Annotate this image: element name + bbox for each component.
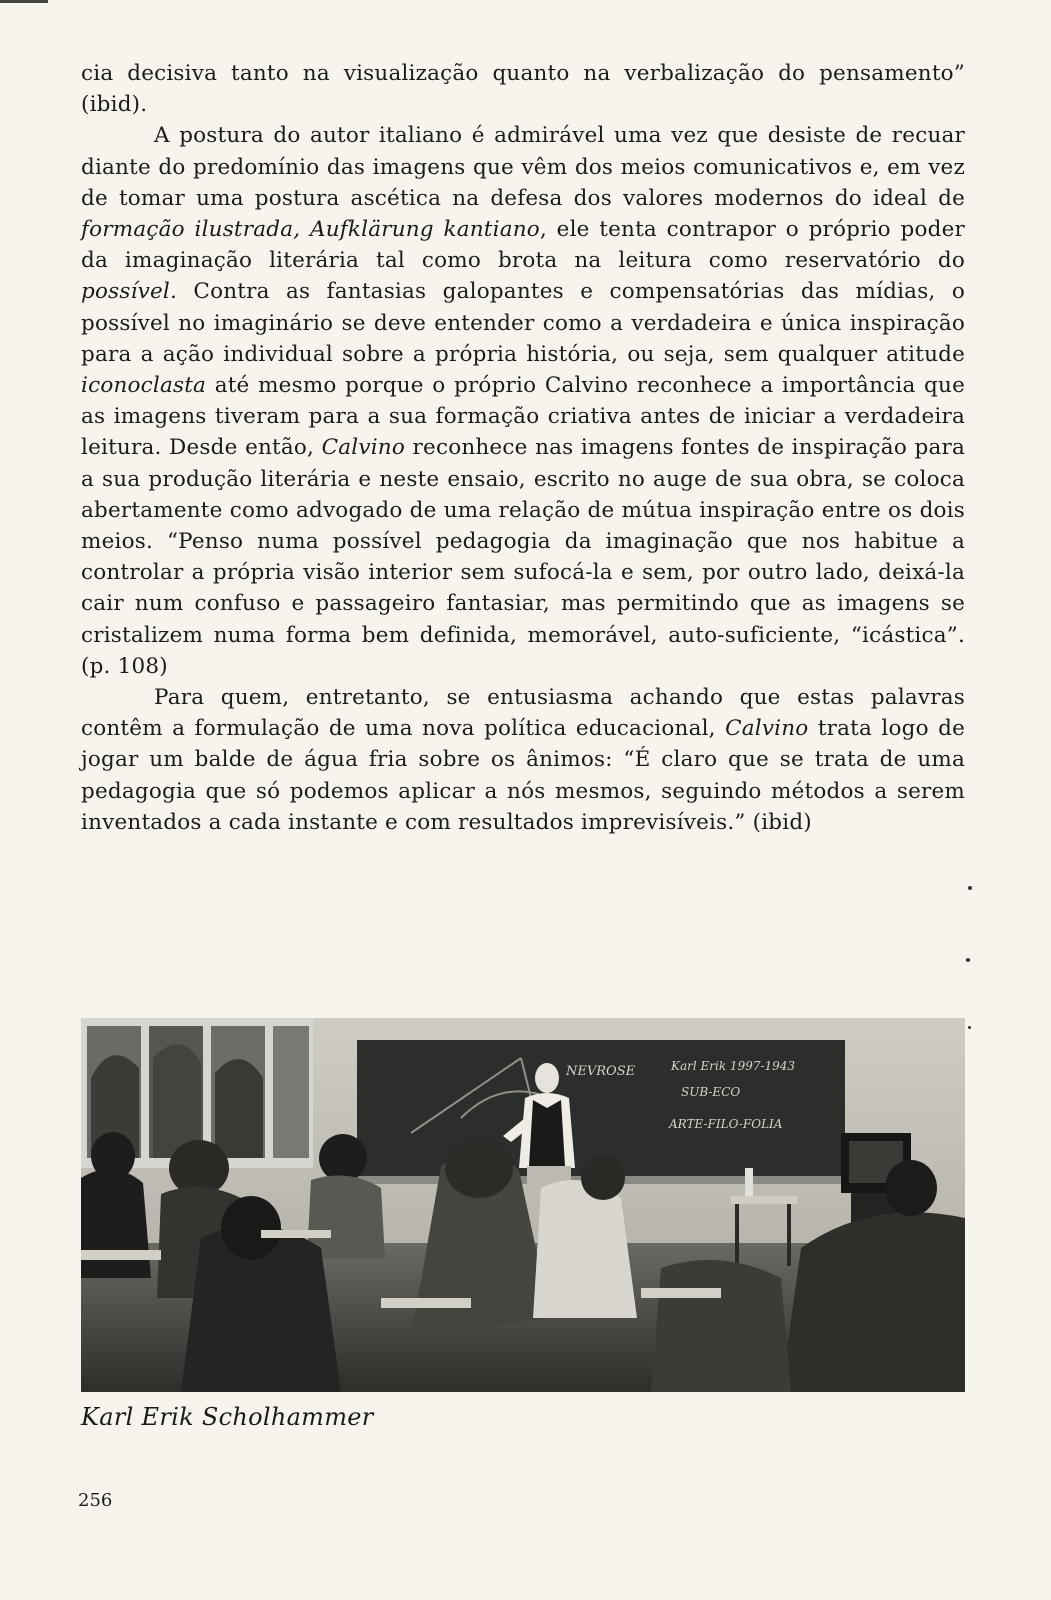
text-run: , ele tenta contrapor o próprio poder da imaginação literária tal como brota na leitura como reservatório do (81, 217, 965, 274)
paragraph-1 (81, 58, 965, 120)
body-text (81, 58, 965, 838)
text-run: Para quem, entretanto, se entusiasma achando que estas palavras contêm a formulação de uma nova política educacional, (81, 685, 965, 742)
classroom-photo (81, 1018, 965, 1392)
italic-run: possível. (81, 279, 178, 305)
text-run: A postura do autor italiano é admirável uma vez que desiste de recuar diante do predomínio das imagens que vêm dos meios comunicativos e, em vez de tomar uma postura ascética na defesa dos valores modernos do ideal de (81, 123, 965, 211)
margin-speck (966, 958, 970, 962)
italic-run: iconoclasta (81, 373, 207, 399)
photo-illustration (81, 1018, 965, 1392)
text-run: reconhece nas imagens fontes de inspiração para a sua produção literária e neste ensaio, escrito no auge de sua obra, se coloca abertamente como advogado de uma relação de mútua inspiração entre os dois meios. “Penso numa possível pedagogia da imaginação que nos habitue a controlar a própria visão interior sem sufocá-la e sem, por outro lado, deixá-la cair num confuso e passageiro fantasiar, mas permitindo que as imagens se cristalizem numa forma bem definida, memorável, auto-suficiente, “icástica”. (p. 108) (81, 435, 965, 679)
margin-speck (968, 886, 972, 890)
margin-speck (968, 1026, 971, 1029)
paragraph-2 (81, 120, 965, 682)
paragraph-3 (81, 682, 965, 838)
chalk-writing: NEVROSE (566, 1064, 636, 1079)
page-number: 256 (78, 1490, 113, 1511)
scan-edge-mark (0, 0, 48, 3)
text-run: cia decisiva tanto na visualização quanto na verbalização do pensamento” (ibid). (81, 61, 965, 118)
text-run: trata logo de jogar um balde de água fria sobre os ânimos: “É claro que se trata de uma pedagogia que só podemos aplicar a nós mesmos, seguindo métodos a serem inventados a cada instante e com resultados imprevisíveis.” (ibid) (81, 716, 965, 835)
italic-run: formação ilustrada, Aufklärung kantiano (81, 217, 540, 243)
chalk-writing: ARTE-FILO-FOLIA (669, 1117, 783, 1131)
chalk-writing: SUB-ECO (681, 1085, 741, 1099)
italic-run: Calvino (321, 435, 405, 461)
text-run: Contra as fantasias galopantes e compensatórias das mídias, o possível no imaginário se deve entender como a verdadeira e única inspiração para a ação individual sobre a própria história, ou seja, sem qualquer atitude (81, 279, 965, 367)
italic-run: Calvino (725, 716, 809, 742)
text-run: até mesmo porque o próprio Calvino reconhece a importância que as imagens tiveram para a sua formação criativa antes de iniciar a verdadeira leitura. Desde então, (81, 373, 965, 461)
photo-caption: Karl Erik Scholhammer (81, 1403, 374, 1431)
chalk-writing: Karl Erik 1997-1943 (671, 1059, 796, 1073)
